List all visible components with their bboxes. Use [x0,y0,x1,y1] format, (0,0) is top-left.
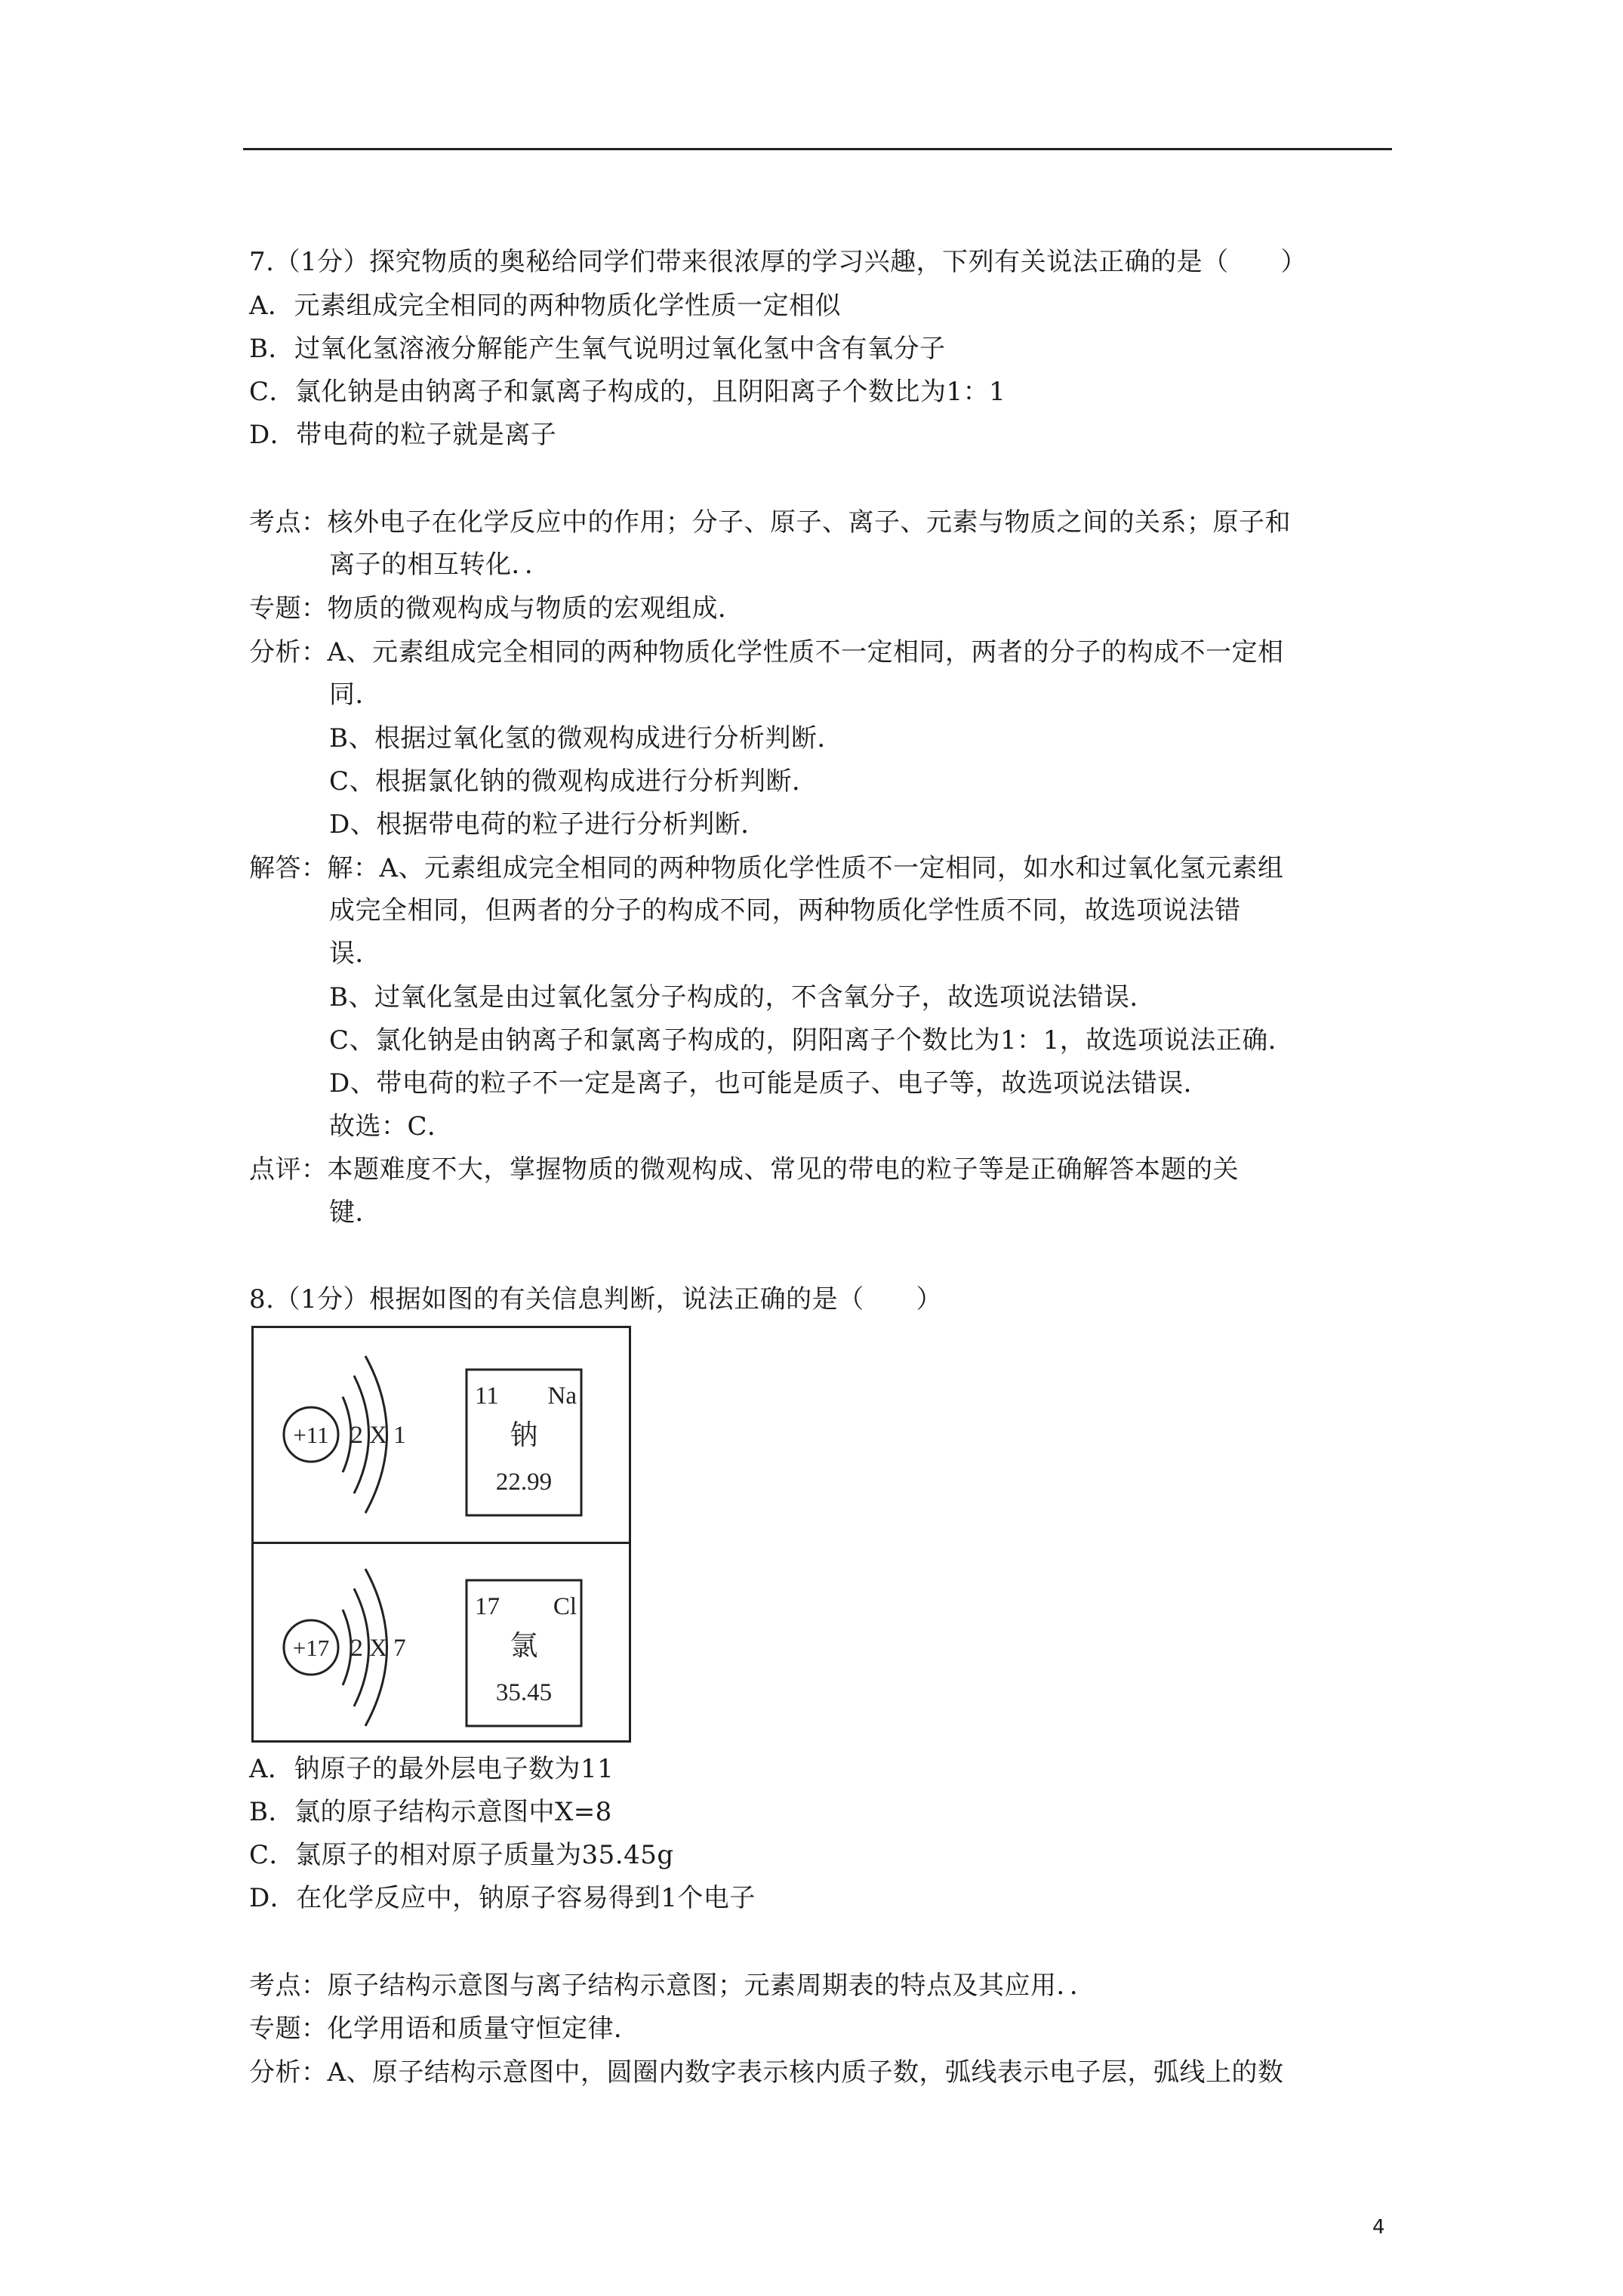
q8-stem: 8.（1分）根据如图的有关信息判断，说法正确的是（ ） [249,1284,943,1314]
page-number: 4 [1372,2216,1385,2239]
q7-option-a: A．元素组成完全相同的两种物质化学性质一定相似 [249,291,842,321]
q7-jieda-c: C、氯化钠是由钠离子和氯离子构成的，阴阳离子个数比为1：1，故选项说法正确． [329,1025,1295,1056]
q7-stem: 7.（1分）探究物质的奥秘给同学们带来很浓厚的学习兴趣，下列有关说法正确的是（ ） [249,247,1307,277]
q7-dianping-cont: 键． [329,1197,381,1228]
q8-option-c: C．氯原子的相对原子质量为35.45g [249,1840,674,1870]
q7-fenxi: 分析：A、元素组成完全相同的两种物质化学性质不一定相同，两者的分子的构成不一定相 [249,637,1284,667]
chlorine-atomic-mass: 35.45 [495,1679,553,1706]
q7-answer: 故选：C． [329,1111,454,1142]
chlorine-atomic-number: 17 [475,1593,500,1620]
q7-fenxi-cont: 同． [329,680,381,710]
sodium-element-card [467,1370,581,1515]
chlorine-symbol: Cl [553,1593,577,1620]
sodium-atomic-mass: 22.99 [495,1469,553,1496]
q8-option-d: D．在化学反应中，钠原子容易得到1个电子 [249,1883,756,1913]
atom-structure-figure [251,1326,631,1743]
figure-drawing [254,1328,633,1745]
q7-kaodian: 考点：核外电子在化学反应中的作用；分子、原子、离子、元素与物质之间的关系；原子和 [249,507,1291,538]
q8-option-a: A．钠原子的最外层电子数为11 [249,1754,614,1784]
sodium-atomic-number: 11 [475,1382,499,1410]
q7-fenxi-b: B、根据过氧化氢的微观构成进行分析判断． [329,723,843,754]
q7-jieda: 解答：解：A、元素组成完全相同的两种物质化学性质不一定相同，如水和过氧化氢元素组 [249,853,1284,883]
sodium-nucleus-label: +11 [293,1422,329,1448]
chlorine-name: 氯 [510,1629,538,1662]
header-rule [243,148,1392,150]
q8-zhuanti: 专题：化学用语和质量守恒定律． [249,2014,640,2044]
q7-option-b: B．过氧化氢溶液分解能产生氧气说明过氧化氢中含有氧分子 [249,334,946,364]
chlorine-electron-label: 2 X 7 [350,1635,406,1662]
chlorine-nucleus-label: +17 [292,1635,330,1661]
q7-jieda-d: D、带电荷的粒子不一定是离子，也可能是质子、电子等，故选项说法错误． [329,1068,1210,1099]
q8-fenxi: 分析：A、原子结构示意图中，圆圈内数字表示核内质子数，弧线表示电子层，弧线上的数 [249,2057,1284,2088]
q7-kaodian-cont: 离子的相互转化．． [329,550,551,580]
q7-jieda-b: B、过氧化氢是由过氧化氢分子构成的，不含氧分子，故选项说法错误． [329,982,1156,1012]
q7-option-d: D．带电荷的粒子就是离子 [249,420,557,450]
q7-dianping: 点评：本题难度不大，掌握物质的微观构成、常见的带电的粒子等是正确解答本题的关 [249,1154,1239,1185]
q7-jieda-cont1: 成完全相同，但两者的分子的构成不同，两种物质化学性质不同，故选项说法错 [329,895,1241,926]
chlorine-atom-diagram [284,1569,406,1726]
q8-kaodian: 考点：原子结构示意图与离子结构示意图；元素周期表的特点及其应用．． [249,1971,1096,2001]
q7-fenxi-d: D、根据带电荷的粒子进行分析判断． [329,809,767,840]
q7-fenxi-c: C、根据氯化钠的微观构成进行分析判断． [329,766,818,797]
chlorine-element-card [467,1580,581,1726]
sodium-electron-label: 2 X 1 [350,1422,406,1449]
q7-option-c: C．氯化钠是由钠离子和氯离子构成的，且阴阳离子个数比为1：1 [249,377,1006,407]
sodium-symbol: Na [547,1382,577,1410]
q7-zhuanti: 专题：物质的微观构成与物质的宏观组成． [249,593,744,624]
q7-jieda-cont2: 误． [329,938,381,969]
q8-option-b: B．氯的原子结构示意图中X=8 [249,1797,612,1827]
sodium-name: 钠 [510,1419,538,1451]
sodium-atom-diagram [284,1356,406,1513]
